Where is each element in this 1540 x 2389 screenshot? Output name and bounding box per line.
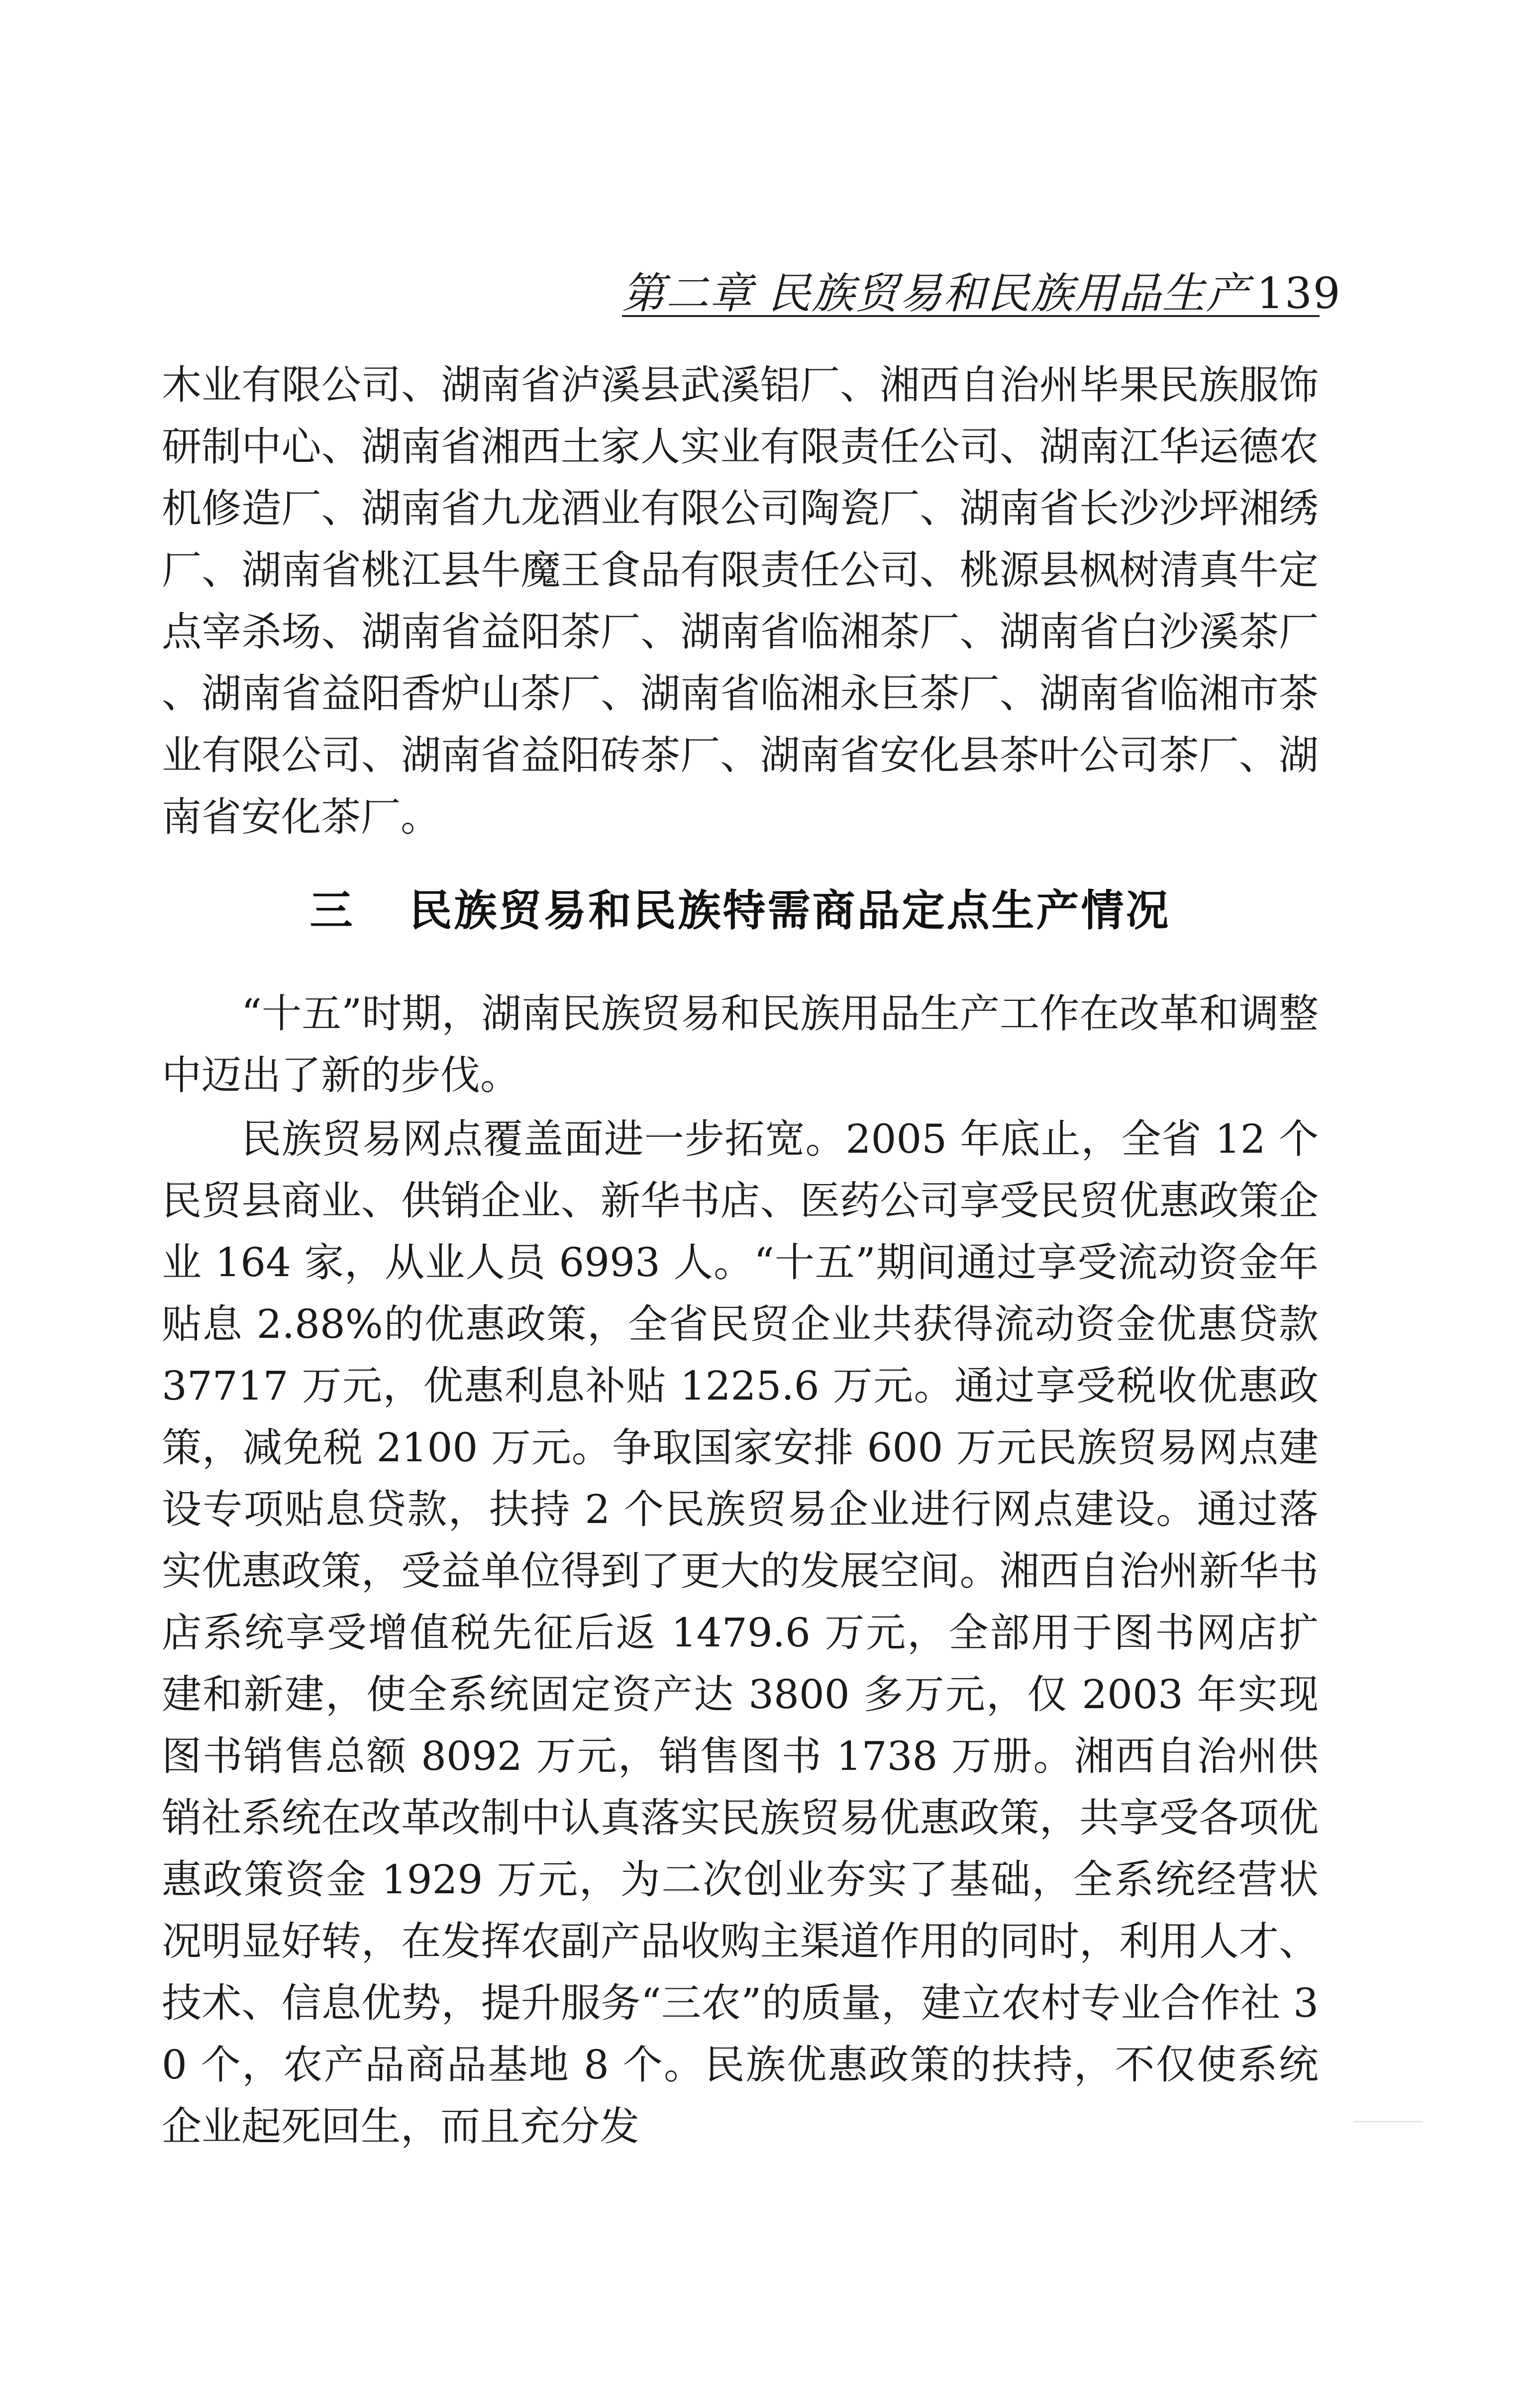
paragraph-text: 木业有限公司、湖南省泸溪县武溪铝厂、湘西自治州毕果民族服饰研制中心、湖南省湘西土家人实业有限责任公司、湖南江华运德农机修造厂、湖南省九龙酒业有限公司陶瓷厂、湖南省长沙沙坪湘绣厂、湖南省桃江县牛魔王食品有限责任公司、桃源县枫树清真牛定点宰杀场、湖南省益阳茶厂、湖南省临湘茶厂、湖南省白沙溪茶厂、湖南省益阳香炉山茶厂、湖南省临湘永巨茶厂、湖南省临湘市茶业有限公司、湖南省益阳砖茶厂、湖南省安化县茶叶公司茶厂、湖南省安化茶厂。 — [162, 362, 1319, 840]
chapter-title: 第二章 民族贸易和民族用品生产 — [622, 269, 1250, 319]
header-rule — [622, 315, 1320, 317]
section-number: 三 — [309, 886, 355, 936]
paragraph-text: 民族贸易网点覆盖面进一步拓宽。2005 年底止，全省 12 个民贸县商业、供销企业、新华书店、医药公司享受民贸优惠政策企业 164 家，从业人员 6993 人。“十五”期间通过享受流动资金年贴息 2.88%的优惠政策，全省民贸企业共获得流动资金优惠贷款 37717 万元，优惠利息补贴 1225.6 万元。通过享受税收优惠政策，减免税 2100 万元。争取国家安排 600 万元民族贸易网点建设专项贴息贷款，扶持 2 个民族贸易企业进行网点建设。通过落实优惠政策，受益单位得到了更大的发展空间。湘西自治州新华书店系统享受增值税先征后返 1479.6 万元，全部用于图书网店扩建和新建，使全系统固定资产达 3800 多万元，仅 2003 年实现图书销售总额 8092 万元，销售图书 1738 万册。湘西自治州供销社系统在改革改制中认真落实民族贸易优惠政策，共享受各项优惠政策资金 1929 万元，为二次创业夯实了基础，全系统经营状况明显好转，在发挥农副产品收购主渠道作用的同时，利用人才、技术、信息优势，提升服务“三农”的质量，建立农村专业合作社 30 个，农产品商品基地 8 个。民族优惠政策的扶持，不仅使系统企业起死回生，而且充分发 — [162, 1116, 1319, 2150]
body-paragraph-continued — [162, 354, 1319, 867]
body-paragraph — [162, 983, 1319, 1112]
paragraph-text: “十五”时期，湖南民族贸易和民族用品生产工作在改革和调整中迈出了新的步伐。 — [162, 990, 1319, 1098]
body-paragraph — [162, 1108, 1319, 2178]
page-number: 139 — [1256, 269, 1341, 319]
page-edge-mark — [1353, 2121, 1423, 2122]
section-heading — [162, 876, 1319, 946]
running-header — [622, 259, 1341, 319]
section-title: 民族贸易和民族特需商品定点生产情况 — [409, 886, 1171, 936]
